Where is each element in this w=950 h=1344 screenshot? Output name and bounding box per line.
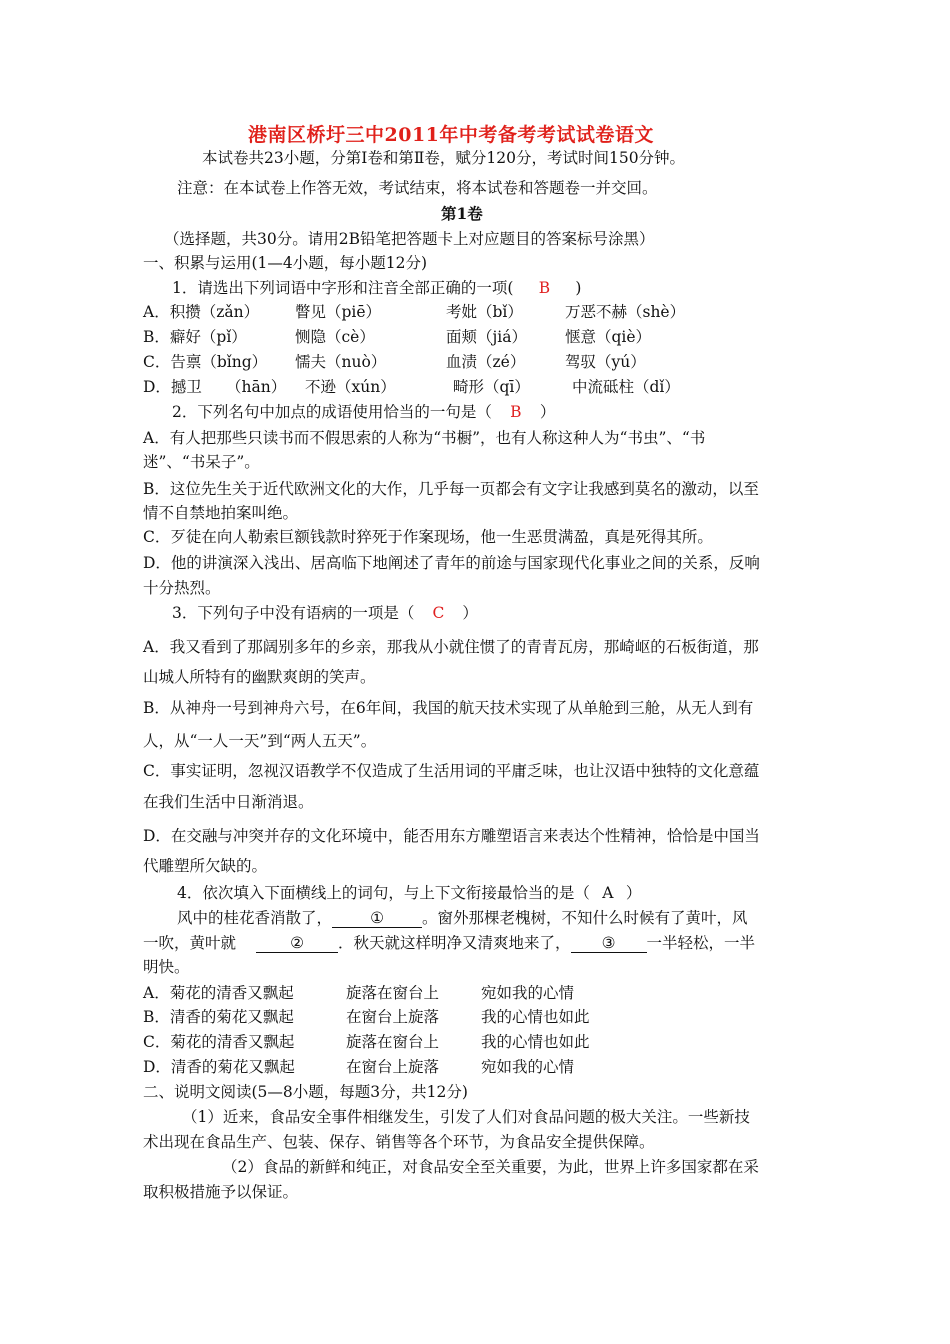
option-col-3: 宛如我的心情	[481, 1058, 575, 1076]
option-word: 惬意（qiè）	[565, 328, 652, 346]
option-word: 面颊（jiá）	[446, 328, 528, 346]
passage-line	[177, 908, 748, 928]
fill-blank-3: ③	[571, 934, 647, 953]
passage-text: 一吹，黄叶就	[143, 934, 237, 952]
answer-mark: A	[602, 884, 614, 902]
option-col-3: 宛如我的心情	[481, 984, 575, 1002]
option-text: D．在交融与冲突并存的文化环境中，能否用东方雕塑语言来表达个性精神，恰恰是中国当	[143, 827, 760, 845]
volume-note: （选择题，共30分。请用2B铅笔把答题卡上对应题目的答案标号涂黑）	[164, 230, 655, 248]
paragraph-line: （1）近来，食品安全事件相继发生，引发了人们对食品问题的极大关注。一些新技	[182, 1108, 750, 1126]
option-word: 瞥见（piē）	[295, 303, 382, 321]
option-text: 在我们生活中日渐消退。	[143, 793, 314, 811]
option-col-1: A．菊花的清香又飘起	[143, 984, 294, 1002]
passage-text: 。窗外那棵老槐树，不知什么时候有了黄叶，风	[422, 909, 748, 927]
fill-blank-1: ①	[332, 909, 422, 928]
answer-mark: B	[538, 279, 551, 297]
passage-text: 风中的桂花香消散了，	[177, 909, 333, 927]
passage-line	[143, 933, 755, 953]
option-word: 懦夫（nuò）	[295, 353, 387, 371]
passage-text: 一半轻松，一半	[646, 934, 756, 952]
paragraph-line: （2）食品的新鲜和纯正，对食品安全至关重要，为此，世界上许多国家都在采	[222, 1158, 759, 1176]
question-4-stem	[177, 883, 641, 903]
question-1-stem	[172, 278, 581, 298]
option-text: B．从神舟一号到神舟六号，在6年间，我国的航天技术实现了从单舱到三舱，从无人到有	[143, 699, 754, 717]
option-col-1: D．清香的菊花又飘起	[143, 1058, 295, 1076]
option-col-2: 旋落在窗台上	[346, 1033, 440, 1051]
option-text: D．他的讲演深入浅出、居高临下地阐述了青年的前途与国家现代化事业之间的关系，反响	[143, 554, 760, 572]
answer-mark: B	[510, 403, 522, 421]
paragraph-line: 术出现在食品生产、包装、保存、销售等各个环节，为食品安全提供保障。	[143, 1133, 655, 1151]
option-text: 山城人所特有的幽默爽朗的笑声。	[143, 668, 376, 686]
option-col-1: C．菊花的清香又飘起	[143, 1033, 295, 1051]
option-row: C．告禀（bǐng）	[143, 353, 268, 371]
option-col-3: 我的心情也如此	[481, 1008, 590, 1026]
question-stem-text: 2．下列名句中加点的成语使用恰当的一句是（	[172, 403, 492, 421]
option-word: 恻隐（cè）	[295, 328, 375, 346]
paren-close: ）	[462, 604, 478, 622]
exam-title: 港南区桥圩三中2011年中考备考考试试卷语文	[248, 124, 654, 146]
option-text: A．我又看到了那阔别多年的乡亲，那我从小就住惯了的青青瓦房，那崎岖的石板街道，那	[143, 638, 759, 656]
option-text: 情不自禁地拍案叫绝。	[143, 504, 299, 522]
notice-line: 注意：在本试卷上作答无效，考试结束，将本试卷和答题卷一并交回。	[177, 179, 658, 197]
option-row: A．积攒（zǎn）	[143, 303, 260, 321]
option-word: 中流砥柱（dǐ）	[572, 378, 680, 396]
answer-mark: C	[432, 604, 445, 622]
section-heading-2: 二、说明文阅读(5—8小题，每题3分，共12分)	[143, 1083, 468, 1101]
fill-blank-2: ②	[256, 934, 338, 953]
paren-close: ）	[539, 403, 556, 421]
volume-heading: 第1卷	[441, 204, 483, 223]
option-row: B．癖好（pǐ）	[143, 328, 247, 346]
option-word: 驾驭（yú）	[565, 353, 646, 371]
option-text: B．这位先生关于近代欧洲文化的大作，几乎每一页都会有文字让我感到莫名的激动，以至	[143, 480, 759, 498]
option-text: 人，从“一人一天”到“两人五天”。	[143, 732, 377, 750]
option-text: 十分热烈。	[143, 579, 221, 597]
question-3-stem	[172, 603, 478, 623]
question-stem-text: 1．请选出下列词语中字形和注音全部正确的一项(	[172, 279, 514, 297]
option-col-2: 在窗台上旋落	[346, 1008, 440, 1026]
question-2-stem	[172, 402, 555, 422]
option-word: 畸形（qī）	[453, 378, 530, 396]
paren-close: )	[575, 279, 582, 297]
option-text: C．歹徒在向人勒索巨额钱款时猝死于作案现场，他一生恶贯满盈，真是死得其所。	[143, 528, 713, 546]
intro-line: 本试卷共23小题，分第Ⅰ卷和第Ⅱ卷，赋分120分，考试时间150分钟。	[202, 149, 686, 167]
option-col-1: B．清香的菊花又飘起	[143, 1008, 294, 1026]
passage-text: ．秋天就这样明净又清爽地来了，	[338, 934, 571, 952]
option-text: 迷”、“书呆子”。	[143, 453, 260, 471]
question-stem-text: 4．依次填入下面横线上的词句，与上下文衔接最恰当的是（	[177, 884, 590, 902]
option-word: 不逊（xún）	[305, 378, 396, 396]
option-text: A．有人把那些只读书而不假思索的人称为“书橱”，也有人称这种人为“书虫”、“书	[143, 429, 706, 447]
option-word: 血渍（zé）	[446, 353, 526, 371]
paren-close: ）	[625, 884, 642, 902]
passage-line: 明快。	[143, 958, 190, 976]
option-col-3: 我的心情也如此	[481, 1033, 590, 1051]
option-word: （hān）	[226, 378, 287, 396]
section-heading-1: 一、积累与运用(1—4小题，每小题12分)	[143, 254, 428, 272]
option-word: 万恶不赫（shè）	[565, 303, 686, 321]
option-text: 代雕塑所欠缺的。	[143, 857, 268, 875]
option-col-2: 在窗台上旋落	[346, 1058, 440, 1076]
option-row: D．撼卫	[143, 378, 202, 396]
option-col-2: 旋落在窗台上	[346, 984, 440, 1002]
option-text: C．事实证明，忽视汉语教学不仅造成了生活用词的平庸乏味，也让汉语中独特的文化意蕴	[143, 762, 760, 780]
question-stem-text: 3．下列句子中没有语病的一项是（	[172, 604, 415, 622]
option-word: 考妣（bǐ）	[446, 303, 523, 321]
paragraph-line: 取积极措施予以保证。	[143, 1183, 299, 1201]
